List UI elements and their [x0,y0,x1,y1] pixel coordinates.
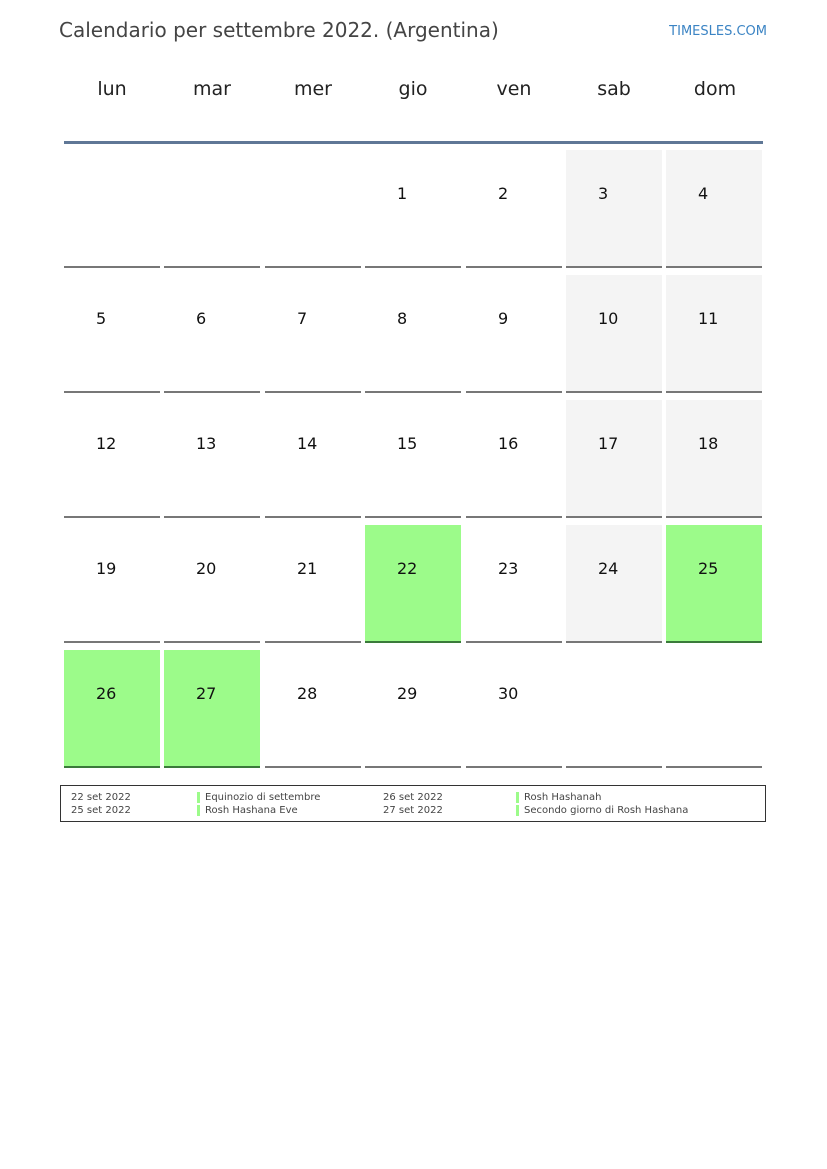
weekday-label: lun [97,78,127,100]
day-number: 5 [96,309,107,328]
weekday-label: sab [597,78,631,100]
day-number: 11 [698,309,719,328]
legend-name: Rosh Hashana Eve [205,805,298,816]
day-number: 7 [297,309,308,328]
legend-date: 25 set 2022 [71,805,131,816]
day-number: 17 [598,434,619,453]
calendar-day[interactable] [64,400,160,518]
day-number: 9 [498,309,509,328]
calendar-day-weekend[interactable] [566,150,662,268]
weekday-label: gio [398,78,428,100]
day-number: 13 [196,434,217,453]
weekday-header [64,78,763,128]
calendar-day[interactable] [164,400,260,518]
day-number: 18 [698,434,719,453]
calendar-day-holiday[interactable] [64,650,160,768]
day-number: 30 [498,684,519,703]
legend-name: Rosh Hashanah [524,792,602,803]
day-number: 22 [397,559,418,578]
day-number: 3 [598,184,609,203]
day-number: 19 [96,559,117,578]
weekday-label: mar [193,78,231,100]
calendar-day-empty [666,650,762,768]
day-number: 28 [297,684,318,703]
calendar-day-weekend[interactable] [666,275,762,393]
page-title: Calendario per settembre 2022. (Argentina) [59,18,499,42]
calendar-day[interactable] [164,525,260,643]
weekday-label: dom [693,78,737,100]
calendar-day[interactable] [64,275,160,393]
calendar-day[interactable] [265,400,361,518]
day-number: 12 [96,434,117,453]
day-number: 23 [498,559,519,578]
calendar-day[interactable] [265,650,361,768]
calendar-day[interactable] [466,150,562,268]
calendar-day-weekend[interactable] [566,525,662,643]
day-number: 8 [397,309,408,328]
calendar-day[interactable] [466,400,562,518]
calendar-day[interactable] [265,275,361,393]
calendar-day[interactable] [365,150,461,268]
calendar-day-holiday[interactable] [365,525,461,643]
legend-color-marker [197,792,200,803]
calendar-day-weekend[interactable] [566,275,662,393]
calendar-day-holiday[interactable] [164,650,260,768]
calendar-day-weekend[interactable] [666,150,762,268]
day-number: 15 [397,434,418,453]
calendar-day[interactable] [365,275,461,393]
calendar-day[interactable] [365,400,461,518]
legend-date: 26 set 2022 [383,792,443,803]
day-number: 20 [196,559,217,578]
day-number: 2 [498,184,509,203]
legend-date: 22 set 2022 [71,792,131,803]
calendar-day-weekend[interactable] [666,400,762,518]
calendar-day-empty [265,150,361,268]
day-number: 6 [196,309,207,328]
calendar-day-empty [164,150,260,268]
day-number: 21 [297,559,318,578]
legend-color-marker [516,805,519,816]
day-number: 27 [196,684,217,703]
day-number: 16 [498,434,519,453]
day-number: 24 [598,559,619,578]
holiday-legend [60,785,766,822]
calendar-day[interactable] [466,275,562,393]
calendar-day[interactable] [164,275,260,393]
calendar-day[interactable] [365,650,461,768]
calendar-day-holiday[interactable] [666,525,762,643]
day-number: 25 [698,559,719,578]
calendar-day[interactable] [265,525,361,643]
day-number: 26 [96,684,117,703]
legend-name: Equinozio di settembre [205,792,321,803]
day-number: 14 [297,434,318,453]
day-number: 1 [397,184,408,203]
calendar-day[interactable] [466,650,562,768]
legend-date: 27 set 2022 [383,805,443,816]
legend-color-marker [516,792,519,803]
calendar-day-weekend[interactable] [566,400,662,518]
site-link[interactable]: TIMESLES.COM [669,24,767,39]
day-number: 4 [698,184,709,203]
weekday-label: mer [293,78,332,100]
legend-color-marker [197,805,200,816]
calendar-day[interactable] [64,525,160,643]
calendar-day-empty [64,150,160,268]
weekday-label: ven [496,78,532,100]
day-number: 29 [397,684,418,703]
legend-name: Secondo giorno di Rosh Hashana [524,805,689,816]
calendar-day[interactable] [466,525,562,643]
day-number: 10 [598,309,619,328]
header-divider [64,141,763,144]
calendar-day-empty [566,650,662,768]
